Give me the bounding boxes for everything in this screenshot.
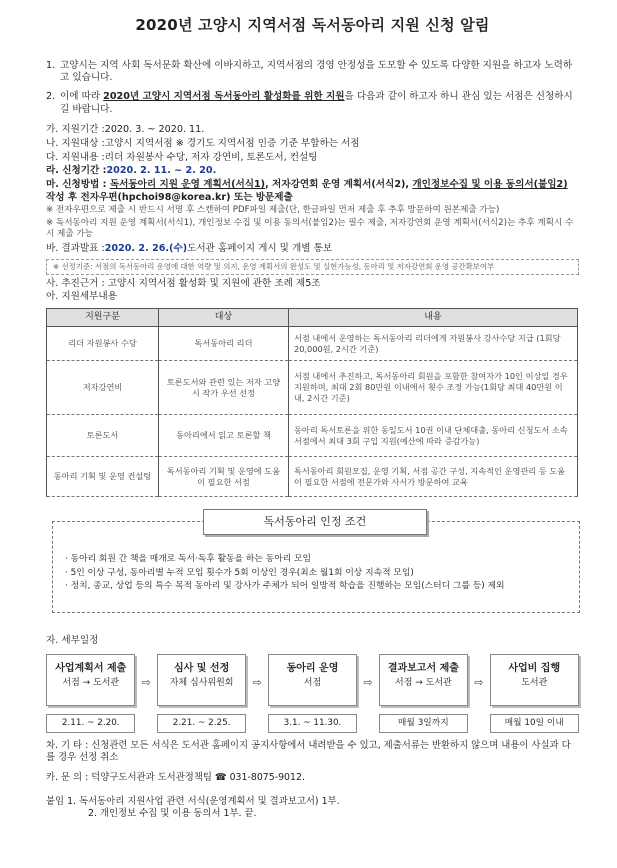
table-row [47, 327, 578, 361]
stage-title: 사업계획서 제출 [55, 662, 127, 674]
item-target-label: 나. 지원대상 : [46, 138, 105, 150]
stage-card [157, 654, 246, 706]
note-required-forms: ※ 독서동아리 지원 운영 계획서(서식1), 개인정보 수집 및 이용 동의서(붙임2)는 필수 제출, 저자강연회 운영 계획서(서식2)는 추후 계획시 수시 제출 가능 [46, 217, 574, 240]
etc-note: 차. 기 타 : 신청관련 모든 서식은 도서관 홈페이지 공지사항에서 내려받을 수 있고, 제출서류는 반환하지 않으며 내용이 사실과 다를 경우 선정 취소 [46, 739, 571, 764]
item-target-value: 고양시 지역서점 ※ 경기도 지역서점 인증 기준 부합하는 서점 [104, 138, 360, 150]
item-apply-method-form1: 독서동아리 지원 운영 계획서(서식1) [109, 179, 266, 191]
paragraph-2-text [60, 91, 579, 116]
item-content-value: 리더 자원봉사 수당, 저자 강연비, 토론도서, 컨설팅 [104, 151, 318, 163]
table-cell: 저자강연비 [47, 361, 159, 415]
item-support-detail: 아. 지원세부내용 [46, 291, 117, 303]
stage-date: 3.1. ~ 11.30. [268, 714, 357, 733]
stage-date: 2.21. ~ 2.25. [157, 714, 246, 733]
stage-sub: 도서관 [521, 677, 548, 688]
table-cell: 토론도서와 관련 있는 저자 고양시 작가 우선 선정 [159, 361, 289, 415]
item-apply-period-label: 라. 신청기간 : [46, 165, 107, 177]
condition-item: · 정치, 종교, 상업 등의 특수 목적 동아리 및 강사가 주체가 되어 일방적 학습을 진행하는 모임(스터디 그룹 등) 제외 [65, 581, 505, 592]
stage-date: 2.11. ~ 2.20. [46, 714, 135, 733]
item-period-label: 가. 지원기간 : [46, 124, 105, 136]
arrow-right-icon: ⇨ [474, 675, 484, 689]
item-basis: 사. 추진근거 : 고양시 지역서점 활성화 및 지원에 관한 조례 제5조 [46, 277, 321, 289]
schedule-stage-plan [46, 654, 135, 733]
paragraph-1 [46, 60, 579, 85]
details-section [46, 124, 579, 304]
item-content-label: 다. 지원내용 : [46, 151, 105, 163]
stage-sub: 자체 심사위원회 [169, 677, 234, 688]
schedule-stage-review [157, 654, 246, 733]
paragraph-1-text: 고양시는 지역 사회 독서문화 확산에 이바지하고, 지역서점의 경영 안정성을 도모할 수 있도록 다양한 지원을 하고자 노력하고 있습니다. [60, 59, 573, 84]
paragraph-2-bold: 2020년 고양시 지역서점 독서동아리 활성화를 위한 지원 [103, 91, 345, 103]
item-result [46, 243, 579, 256]
arrow-right-icon: ⇨ [363, 675, 373, 689]
stage-card [46, 654, 135, 706]
stage-sub: 서점 [303, 677, 322, 688]
attachment-2: 2. 개인정보 수집 및 이용 동의서 1부. 끝. [88, 808, 257, 820]
table-cell: 리더 자원봉사 수당 [47, 327, 159, 361]
stage-date: 매월 10일 이내 [490, 714, 579, 733]
table-cell: 토론도서 [47, 415, 159, 457]
club-conditions-title: 독서동아리 인정 조건 [203, 509, 427, 535]
stage-sub: 서점 → 도서관 [395, 677, 452, 688]
attachments [46, 796, 579, 821]
schedule-stage-report [379, 654, 468, 733]
stage-card [490, 654, 579, 706]
item-result-rest: 도서관 홈페이지 게시 및 개별 통보 [187, 243, 333, 255]
item-period [46, 124, 579, 137]
table-cell: 독서동아리 기획 및 운영에 도움이 필요한 서점 [159, 457, 289, 497]
item-target [46, 138, 579, 151]
table-row [47, 415, 578, 457]
item-apply-method [46, 179, 579, 204]
club-conditions-box [52, 515, 580, 613]
document-title: 2020년 고양시 지역서점 독서동아리 지원 신청 알림 [135, 16, 490, 34]
support-table-header [47, 309, 578, 327]
arrow-right-icon: ⇨ [252, 675, 262, 689]
table-cell: 독서동아리 리더 [159, 327, 289, 361]
stage-date: 매월 3일까지 [379, 714, 468, 733]
item-apply-method-submit: 작성 후 전자우편(hpchoi98@korea.kr) 또는 방문제출 [46, 191, 293, 203]
item-apply-period [46, 165, 579, 178]
stage-title: 사업비 집행 [508, 662, 561, 674]
item-apply-method-form2: , 저자강연회 운영 계획서(서식2), [265, 179, 413, 191]
stage-title: 심사 및 선정 [173, 662, 230, 674]
table-cell: 동아리 기획 및 운영 컨설팅 [47, 457, 159, 497]
support-table [46, 308, 578, 497]
contact-info: 카. 문 의 : 덕양구도서관과 도서관정책팀 ☎ 031-8075-9012. [46, 771, 305, 783]
attachment-1: 붙임 1. 독서동아리 지원사업 관련 서식(운영계획서 및 결과보고서) 1부. [46, 796, 340, 807]
stage-title: 동아리 운영 [286, 662, 339, 674]
item-result-date: 2020. 2. 26.(수) [104, 243, 188, 255]
arrow-right-icon: ⇨ [141, 675, 151, 689]
item-apply-method-label: 마. 신청방법 : [46, 179, 110, 191]
item-apply-method-consent: 개인정보수집 및 이용 동의서(붙임2) [412, 179, 568, 191]
table-cell: 서점 내에서 추진하고, 독서동아리 회원을 포함한 참여자가 10인 이상일 경우 지원하며, 최대 2회 80만원 이내에서 횟수 조정 가능(1회당 최대 40만원 이내, 2시간 기준) [289, 361, 578, 415]
paragraph-1-number: 1. [46, 59, 56, 71]
header-content: 내용 [289, 309, 578, 327]
schedule-flow [46, 654, 579, 733]
table-cell: 동아리에서 읽고 토론할 책 [159, 415, 289, 457]
stage-card [268, 654, 357, 706]
selection-criteria-note: ※ 선정기준: 서점의 독서동아리 운영에 대한 역량 및 의지, 운영 계획서의 완성도 및 실현가능성, 동아리 및 저자강연회 운영 공간확보여부 [46, 259, 579, 275]
table-cell: 독서동아리 회원모집, 운영 기획, 서점 공간 구성, 지속적인 운영관리 등 도움이 필요한 서점에 전문가와 사서가 방문하여 교육 [289, 457, 578, 497]
table-cell: 동아리 독서토론을 위한 동일도서 10권 이내 단체대출, 동아리 신청도서 소속 서점에서 최대 3회 구입 지원(예산에 따라 증감가능) [289, 415, 578, 457]
stage-card [379, 654, 468, 706]
paragraph-2-pre: 이에 따라 [60, 91, 104, 103]
table-cell: 서점 내에서 운영하는 독서동아리 리더에게 자원봉사 강사수당 지급 (1회당 20,000원, 2시간 기준) [289, 327, 578, 361]
condition-item: · 동아리 회원 간 책을 매개로 독서·독후 활동을 하는 동아리 모임 [65, 554, 312, 565]
item-result-label: 바. 결과발표 : [46, 243, 105, 255]
paragraph-2 [46, 91, 579, 116]
note-email-submission: ※ 전자우편으로 제출 시 반드시 서명 후 스캔하여 PDF파일 제출(단, 한글파일 먼저 제출 후 추후 방문하여 원본제출 가능) [46, 205, 500, 216]
item-apply-period-value: 2020. 2. 11. ~ 2. 20. [106, 165, 217, 177]
table-row [47, 457, 578, 497]
item-period-value: 2020. 3. ~ 2020. 11. [104, 124, 205, 136]
schedule-stage-operate [268, 654, 357, 733]
header-target: 대상 [159, 309, 289, 327]
stage-sub: 서점 → 도서관 [62, 677, 120, 688]
condition-item: · 5인 이상 구성, 동아리별 누적 모임 횟수가 5회 이상인 경우(최소 월1회 이상 지속적 모임) [65, 567, 414, 578]
paragraph-2-number: 2. [46, 91, 56, 103]
stage-title: 결과보고서 제출 [387, 662, 459, 674]
item-content [46, 152, 579, 165]
schedule-label: 자. 세부일정 [46, 635, 99, 647]
schedule-stage-execute [490, 654, 579, 733]
paragraph-2-post: 을 다음과 같이 하고자 하니 관심 있는 서점은 신청하시길 바랍니다. [60, 91, 573, 115]
table-row [47, 361, 578, 415]
header-category: 지원구분 [47, 309, 159, 327]
